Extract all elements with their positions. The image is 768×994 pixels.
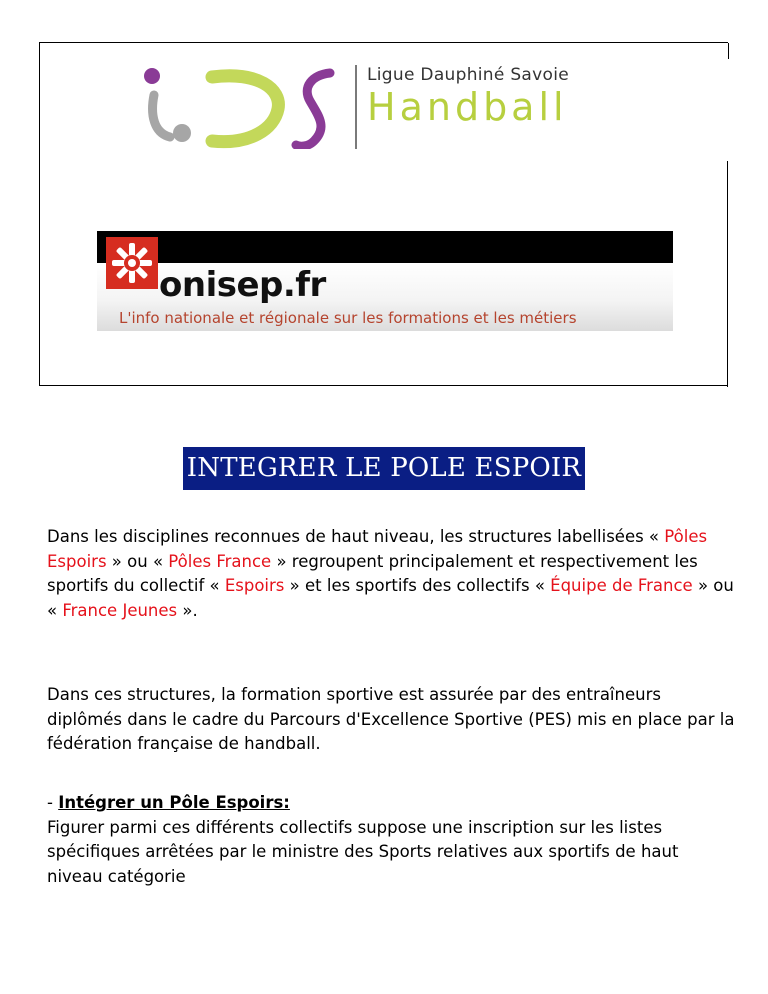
box-right-border-bottom: [727, 161, 728, 387]
section-dash: -: [47, 793, 59, 812]
p1-highlight-poles-france: Pôles France: [168, 551, 272, 571]
section-body: Figurer parmi ces différents collectifs suppose une inscription sur les listes spécifiques arrêtées par le ministre des Sports relatives aux sportifs de haut niveau catégorie: [47, 817, 679, 886]
section-heading: Intégrer un Pôle Espoirs:: [58, 793, 290, 812]
lds-logo-grey-dot: [173, 124, 191, 142]
lds-logo-i-stroke: [153, 95, 170, 137]
lds-ligue-text: Ligue Dauphiné Savoie: [367, 65, 569, 85]
lds-logo-d-arc: [212, 76, 278, 142]
onisep-brand: onisep.fr: [159, 265, 326, 305]
p1-text-6: ».: [177, 600, 198, 620]
lds-logo-dot: [144, 68, 160, 84]
p1-highlight-espoirs: Espoirs: [224, 576, 285, 595]
lds-divider: [355, 65, 357, 149]
p1-text-2: » ou «: [106, 551, 169, 571]
p1-highlight-poles-espoirs: Pôles Espoirs: [47, 527, 708, 571]
p1-text-5: » ou «: [47, 576, 734, 620]
lds-logo-icon: [140, 65, 340, 149]
onisep-top-bar: [97, 231, 673, 263]
section-integrer: [47, 791, 737, 889]
onisep-banner: [97, 231, 673, 331]
p1-highlight-france-jeunes: France Jeunes: [62, 600, 178, 620]
p1-highlight-equipe-de-france: Équipe de France: [550, 576, 693, 595]
onisep-star-icon: [106, 237, 158, 289]
paragraph-2: Dans ces structures, la formation sportive est assurée par des entraîneurs diplômés dans le cadre du Parcours d'Excellence Sportive (PES) mis en place par la fédération française de handball.: [47, 685, 735, 753]
header-logo-box: [39, 42, 728, 386]
paragraph-1: [47, 525, 737, 623]
lds-handball-text: Handball: [367, 85, 568, 129]
p1-text-3: » regroupent principalement et respectivement les sportifs du collectif «: [47, 551, 698, 595]
lds-logo-s-curve: [296, 73, 330, 146]
p1-text-4: » et les sportifs des collectifs «: [284, 576, 551, 595]
title-wrap: [0, 447, 768, 490]
p1-text-1: Dans les disciplines reconnues de haut niveau, les structures labellisées «: [47, 527, 665, 546]
box-right-border-top: [728, 43, 729, 59]
onisep-tagline: L'info nationale et régionale sur les formations et les métiers: [119, 309, 577, 327]
page-title: INTEGRER LE POLE ESPOIR: [183, 447, 585, 490]
